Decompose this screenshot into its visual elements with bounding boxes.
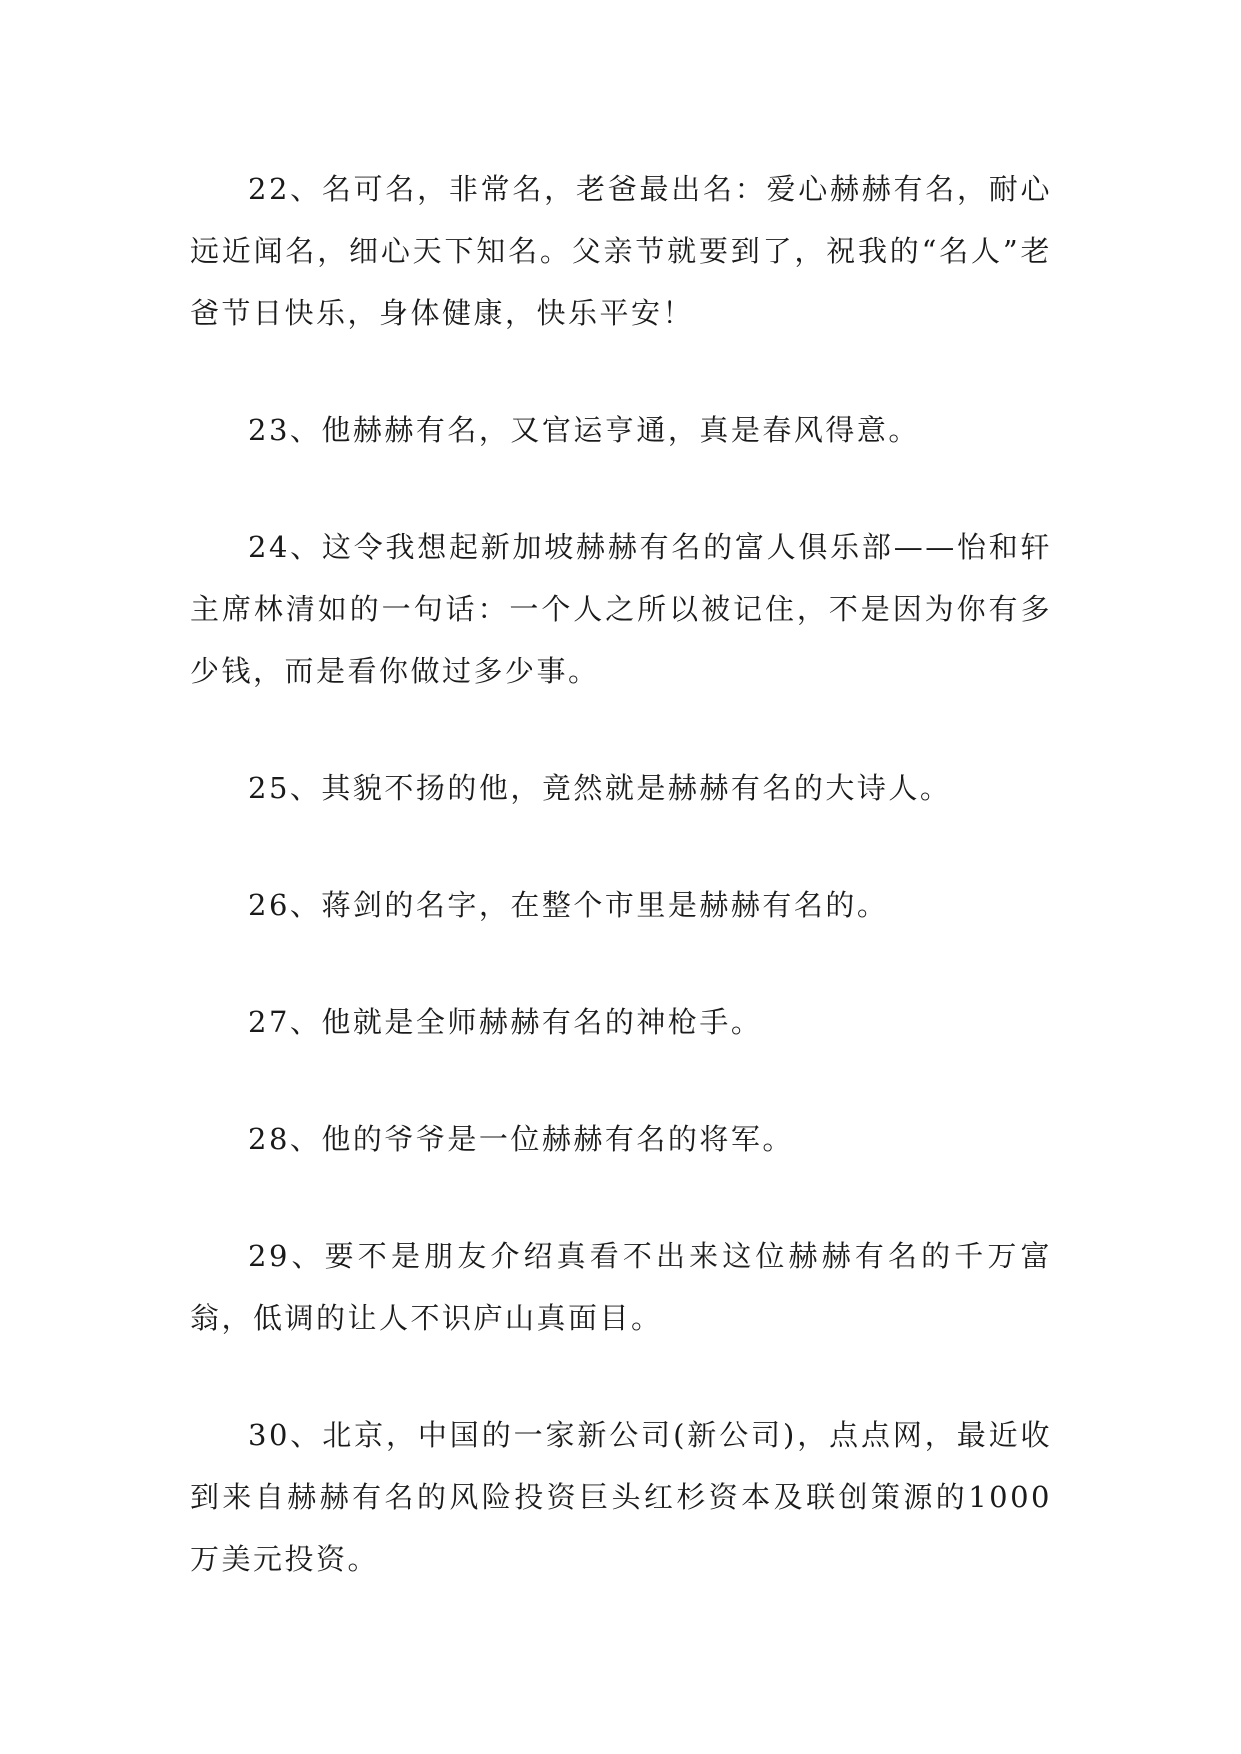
paragraph-28: 28、他的爷爷是一位赫赫有名的将军。 <box>248 1122 794 1156</box>
document-body <box>190 158 1052 1590</box>
paragraph-29: 29、要不是朋友介绍真看不出来这位赫赫有名的千万富翁，低调的让人不识庐山真面目。 <box>190 1239 1052 1335</box>
paragraph-26: 26、蒋剑的名字，在整个市里是赫赫有名的。 <box>248 888 889 922</box>
paragraph-30: 30、北京，中国的一家新公司(新公司)，点点网，最近收到来自赫赫有名的风险投资巨头红杉资本及联创策源的1000万美元投资。 <box>190 1418 1052 1576</box>
paragraph-24: 24、这令我想起新加坡赫赫有名的富人俱乐部——怡和轩主席林清如的一句话：一个人之所以被记住，不是因为你有多少钱，而是看你做过多少事。 <box>190 530 1052 688</box>
paragraph-22: 22、名可名，非常名，老爸最出名：爱心赫赫有名，耐心远近闻名，细心天下知名。父亲节就要到了，祝我的“名人”老爸节日快乐，身体健康，快乐平安！ <box>190 172 1052 330</box>
paragraph-23: 23、他赫赫有名，又官运亨通，真是春风得意。 <box>248 413 920 447</box>
paragraph-27: 27、他就是全师赫赫有名的神枪手。 <box>248 1005 763 1039</box>
paragraph-25: 25、其貌不扬的他，竟然就是赫赫有名的大诗人。 <box>248 771 952 805</box>
